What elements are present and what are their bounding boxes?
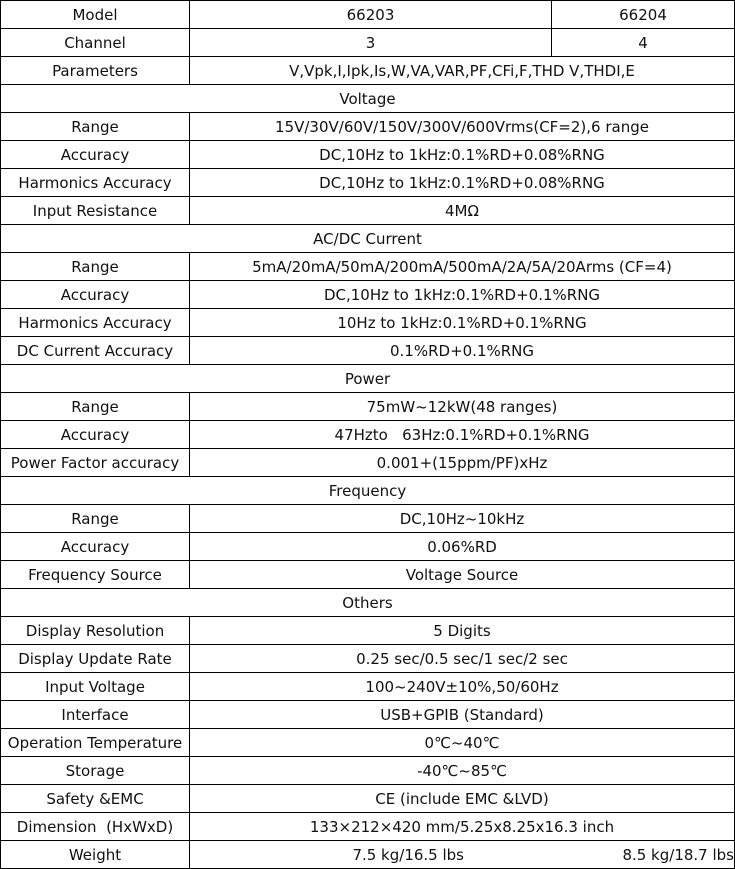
table-row xyxy=(1,281,735,309)
parameters-value: V,Vpk,I,Ipk,Is,W,VA,VAR,PF,CFi,F,THD V,THDI,E xyxy=(190,57,735,85)
table-row xyxy=(1,393,735,421)
table-row xyxy=(1,673,735,701)
table-row xyxy=(1,309,735,337)
parameters-label: Parameters xyxy=(1,57,190,85)
table-row xyxy=(1,197,735,225)
row-model xyxy=(1,1,735,29)
row-value: DC,10Hz~10kHz xyxy=(190,505,735,533)
weight-b: 8.5 kg/18.7 lbs xyxy=(622,845,734,864)
row-value: USB+GPIB (Standard) xyxy=(190,701,735,729)
row-label: Range xyxy=(1,393,190,421)
row-label: Input Voltage xyxy=(1,673,190,701)
row-value: DC,10Hz to 1kHz:0.1%RD+0.1%RNG xyxy=(190,281,735,309)
model-label: Model xyxy=(1,1,190,29)
table-row xyxy=(1,701,735,729)
row-label: Frequency Source xyxy=(1,561,190,589)
table-row xyxy=(1,757,735,785)
row-label: Range xyxy=(1,505,190,533)
weight-label: Weight xyxy=(1,841,190,869)
table-row xyxy=(1,533,735,561)
row-label: Display Resolution xyxy=(1,617,190,645)
model-b: 66204 xyxy=(552,1,735,29)
row-value: 75mW~12kW(48 ranges) xyxy=(190,393,735,421)
channel-a: 3 xyxy=(190,29,552,57)
row-value: 47Hzto 63Hz:0.1%RD+0.1%RNG xyxy=(190,421,735,449)
row-label: Input Resistance xyxy=(1,197,190,225)
table-row xyxy=(1,337,735,365)
row-value: 0.06%RD xyxy=(190,533,735,561)
row-value: 15V/30V/60V/150V/300V/600Vrms(CF=2),6 range xyxy=(190,113,735,141)
row-label: Range xyxy=(1,253,190,281)
table-row xyxy=(1,505,735,533)
table-row xyxy=(1,729,735,757)
table-row xyxy=(1,113,735,141)
row-value: CE (include EMC &LVD) xyxy=(190,785,735,813)
row-label: Display Update Rate xyxy=(1,645,190,673)
row-value: Voltage Source xyxy=(190,561,735,589)
row-parameters xyxy=(1,57,735,85)
row-value: 4MΩ xyxy=(190,197,735,225)
table-row xyxy=(1,421,735,449)
row-value: 133×212×420 mm/5.25x8.25x16.3 inch xyxy=(190,813,735,841)
table-row xyxy=(1,645,735,673)
section-current xyxy=(1,225,735,253)
channel-label: Channel xyxy=(1,29,190,57)
row-weight xyxy=(1,841,735,869)
row-value: 0.001+(15ppm/PF)xHz xyxy=(190,449,735,477)
model-a: 66203 xyxy=(190,1,552,29)
table-row xyxy=(1,253,735,281)
row-value: 5mA/20mA/50mA/200mA/500mA/2A/5A/20Arms (CF=4) xyxy=(190,253,735,281)
row-label: Interface xyxy=(1,701,190,729)
row-label: Harmonics Accuracy xyxy=(1,309,190,337)
section-title-voltage: Voltage xyxy=(1,85,735,113)
table-row xyxy=(1,449,735,477)
weight-a: 7.5 kg/16.5 lbs xyxy=(352,845,464,864)
section-others xyxy=(1,589,735,617)
row-label: Storage xyxy=(1,757,190,785)
section-power xyxy=(1,365,735,393)
row-label: Accuracy xyxy=(1,421,190,449)
section-title-frequency: Frequency xyxy=(1,477,735,505)
row-label: Dimension (HxWxD) xyxy=(1,813,190,841)
row-label: Power Factor accuracy xyxy=(1,449,190,477)
row-channel xyxy=(1,29,735,57)
table-row xyxy=(1,813,735,841)
table-row xyxy=(1,785,735,813)
section-title-others: Others xyxy=(1,589,735,617)
row-value: 0℃~40℃ xyxy=(190,729,735,757)
row-label: Range xyxy=(1,113,190,141)
table-row xyxy=(1,617,735,645)
table-row xyxy=(1,169,735,197)
row-value: DC,10Hz to 1kHz:0.1%RD+0.08%RNG xyxy=(190,169,735,197)
table-row xyxy=(1,561,735,589)
row-value: DC,10Hz to 1kHz:0.1%RD+0.08%RNG xyxy=(190,141,735,169)
row-value: 0.1%RD+0.1%RNG xyxy=(190,337,735,365)
row-label: Accuracy xyxy=(1,281,190,309)
row-value: 10Hz to 1kHz:0.1%RD+0.1%RNG xyxy=(190,309,735,337)
section-voltage xyxy=(1,85,735,113)
row-value: 100~240V±10%,50/60Hz xyxy=(190,673,735,701)
section-title-power: Power xyxy=(1,365,735,393)
weight-values xyxy=(190,841,735,869)
channel-b: 4 xyxy=(552,29,735,57)
row-label: Accuracy xyxy=(1,533,190,561)
row-value: 5 Digits xyxy=(190,617,735,645)
table-row xyxy=(1,141,735,169)
row-label: Operation Temperature xyxy=(1,729,190,757)
row-value: -40℃~85℃ xyxy=(190,757,735,785)
row-label: DC Current Accuracy xyxy=(1,337,190,365)
row-label: Harmonics Accuracy xyxy=(1,169,190,197)
row-label: Accuracy xyxy=(1,141,190,169)
section-title-current: AC/DC Current xyxy=(1,225,735,253)
row-value: 0.25 sec/0.5 sec/1 sec/2 sec xyxy=(190,645,735,673)
section-frequency xyxy=(1,477,735,505)
row-label: Safety &EMC xyxy=(1,785,190,813)
